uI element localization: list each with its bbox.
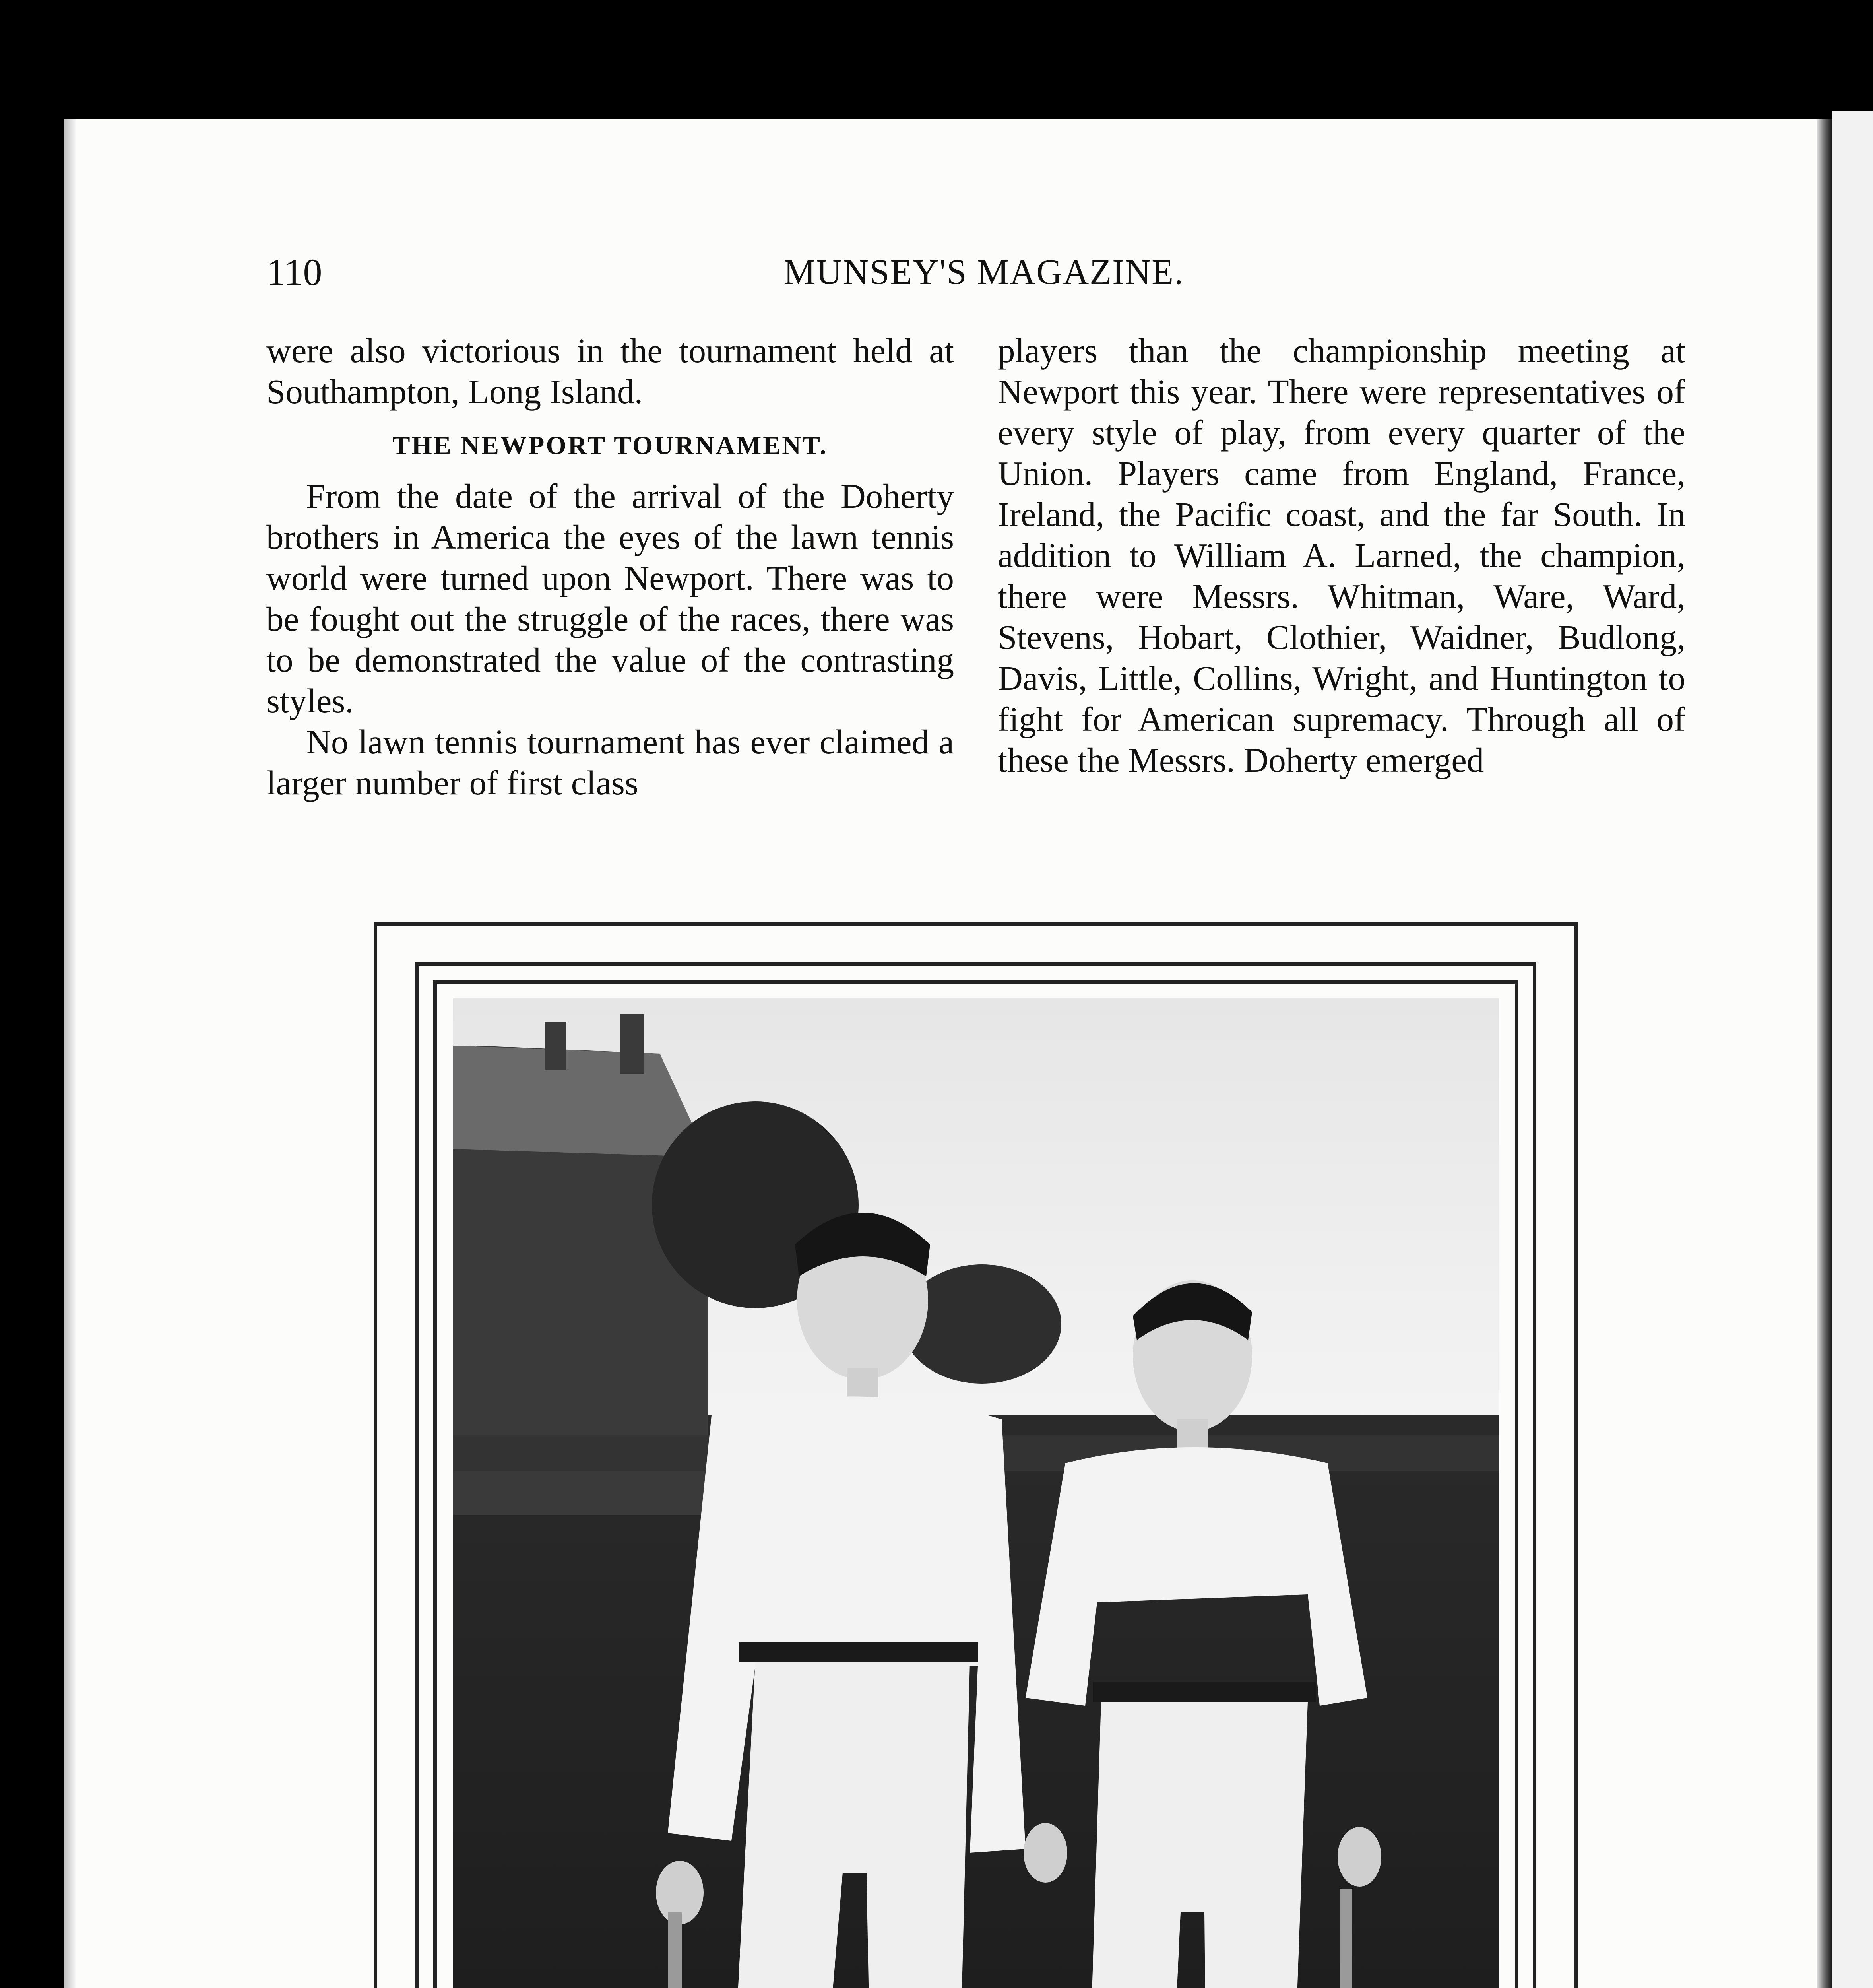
- left-para-1: were also victorious in the tournament held at Southampton, Long Island.: [266, 331, 954, 411]
- photograph-illustration: [453, 998, 1499, 1988]
- section-heading: THE NEWPORT TOURNAMENT.: [392, 431, 828, 460]
- adjacent-page-edge: [1832, 111, 1873, 1988]
- left-para-2: From the date of the arrival of the Doherty brothers in America the eyes of the lawn tennis world were turned upon Newport. There was to be fought out the struggle of the races, there was to be demonstrated the value of the contrasting styles.: [266, 477, 954, 720]
- right-column: [998, 330, 1685, 780]
- photograph: [453, 998, 1499, 1988]
- page-header: [266, 250, 1701, 294]
- left-column: [266, 330, 954, 803]
- page-number: 110: [266, 251, 322, 293]
- page-edge-left: [64, 119, 76, 1988]
- left-para-3: No lawn tennis tournament has ever claimed a larger number of first class: [266, 722, 954, 802]
- page-gutter-shadow: [1817, 119, 1832, 1988]
- running-head: MUNSEY'S MAGAZINE.: [783, 252, 1184, 292]
- right-para-1: players than the championship meeting at Newport this year. There were representatives of every style of play, from every quarter of the Union. Players came from England, France, Ireland, the Pacific coast, and the far South. In addition to William A. Larned, the champion, there were Messrs. Whitman, Ware, Ward, Stevens, Hobart, Clothier, Waidner, Budlong, Davis, Little, Collins, Wright, and Huntington to fight for American supremacy. Through all of these the Messrs. Doherty emerged: [998, 331, 1685, 779]
